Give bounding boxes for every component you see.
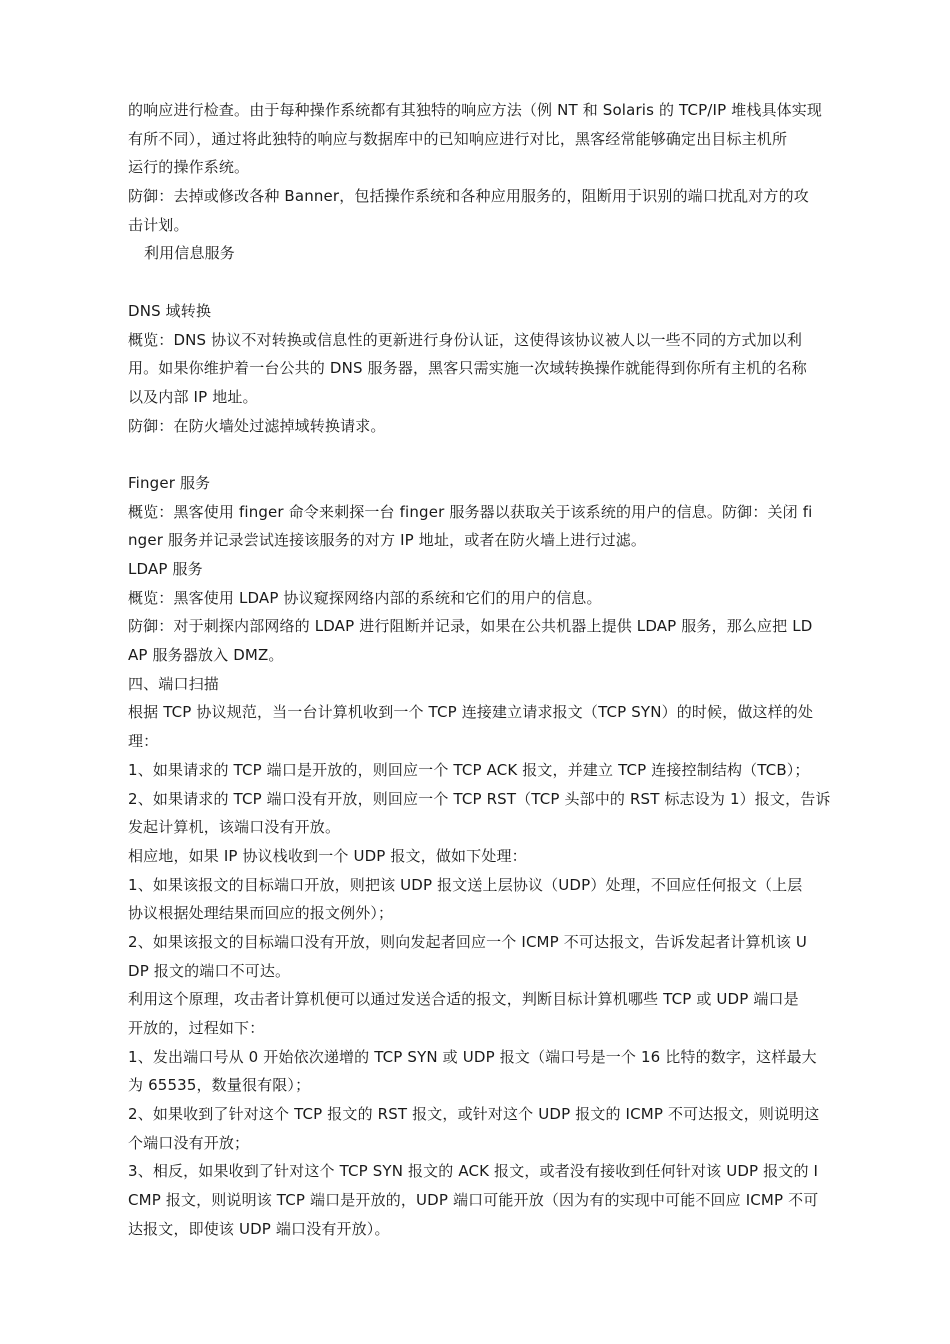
- text-line: 达报文，即使该 UDP 端口没有开放）。: [128, 1219, 390, 1238]
- text-line: 2、如果收到了针对这个 TCP 报文的 RST 报文，或针对这个 UDP 报文的 ICMP 不可达报文，则说明这: [128, 1105, 820, 1124]
- text-line: 发起计算机，该端口没有开放。: [128, 818, 341, 837]
- text-line: 个端口没有开放；: [128, 1133, 250, 1152]
- text-line: 1、发出端口号从 0 开始依次递增的 TCP SYN 或 UDP 报文（端口号是一个 16 比特的数字，这样最大: [128, 1047, 817, 1066]
- text-line: 有所不同），通过将此独特的响应与数据库中的已知响应进行对比，黑客经常能够确定出目标主机所: [128, 129, 788, 148]
- text-line: 防御：去掉或修改各种 Banner，包括操作系统和各种应用服务的，阻断用于识别的端口扰乱对方的攻: [128, 187, 809, 206]
- blank-line: [128, 440, 864, 469]
- text-line: 用。如果你维护着一台公共的 DNS 服务器，黑客只需实施一次域转换操作就能得到你所有主机的名称: [128, 359, 807, 378]
- text-line: 防御：对于刺探内部网络的 LDAP 进行阻断并记录，如果在公共机器上提供 LDAP 服务，那么应把 LD: [128, 617, 813, 636]
- section-heading: 四、端口扫描: [128, 674, 219, 693]
- text-line: 的响应进行检查。由于每种操作系统都有其独特的响应方法（例 NT 和 Solaris 的 TCP/IP 堆栈具体实现: [128, 101, 823, 119]
- text-line: 1、如果该报文的目标端口开放，则把该 UDP 报文送上层协议（UDP）处理，不回应任何报文（上层: [128, 875, 803, 894]
- text-line: 以及内部 IP 地址。: [128, 387, 258, 406]
- text-line: 协议根据处理结果而回应的报文例外）；: [128, 904, 394, 923]
- text-line: 开放的，过程如下：: [128, 1019, 265, 1037]
- text-line: 概览：黑客使用 finger 命令来刺探一台 finger 服务器以获取关于该系统的用户的信息。防御：关闭 fi: [128, 502, 813, 521]
- text-line: CMP 报文，则说明该 TCP 端口是开放的，UDP 端口可能开放（因为有的实现中可能不回应 ICMP 不可: [128, 1191, 819, 1210]
- subsection-heading: DNS 域转换: [128, 301, 212, 320]
- text-line: 利用这个原理，攻击者计算机便可以通过发送合适的报文，判断目标计算机哪些 TCP 或 UDP 端口是: [128, 990, 799, 1009]
- text-line: 3、相反，如果收到了针对这个 TCP SYN 报文的 ACK 报文，或者没有接收到任何针对该 UDP 报文的 I: [128, 1162, 819, 1181]
- subsection-heading: LDAP 服务: [128, 560, 203, 578]
- text-line: nger 服务并记录尝试连接该服务的对方 IP 地址，或者在防火墙上进行过滤。: [128, 531, 647, 550]
- text-line: 根据 TCP 协议规范，当一台计算机收到一个 TCP 连接建立请求报文（TCP SYN）的时候，做这样的处: [128, 703, 814, 722]
- document-page: [128, 96, 864, 1244]
- subsection-heading: Finger 服务: [128, 473, 211, 492]
- text-line: 2、如果该报文的目标端口没有开放，则向发起者回应一个 ICMP 不可达报文，告诉发起者计算机该 U: [128, 932, 808, 951]
- text-line: 2、如果请求的 TCP 端口没有开放，则回应一个 TCP RST（TCP 头部中的 RST 标志设为 1）报文，告诉: [128, 789, 831, 808]
- blank-line: [128, 268, 864, 297]
- text-line: 击计划。: [128, 215, 189, 234]
- text-line: 防御：在防火墙处过滤掉域转换请求。: [128, 416, 386, 435]
- text-line: 相应地，如果 IP 协议栈收到一个 UDP 报文，做如下处理：: [128, 846, 527, 865]
- text-line: 概览：DNS 协议不对转换或信息性的更新进行身份认证，这使得该协议被人以一些不同的方式加以利: [128, 330, 802, 349]
- section-heading: 利用信息服务: [144, 244, 235, 263]
- text-line: 运行的操作系统。: [128, 158, 250, 177]
- text-line: AP 服务器放入 DMZ。: [128, 646, 284, 665]
- text-line: 概览：黑客使用 LDAP 协议窥探网络内部的系统和它们的用户的信息。: [128, 588, 602, 607]
- text-line: DP 报文的端口不可达。: [128, 961, 291, 980]
- text-line: 为 65535，数量很有限）；: [128, 1076, 311, 1095]
- text-line: 理：: [128, 732, 159, 751]
- text-line: 1、如果请求的 TCP 端口是开放的，则回应一个 TCP ACK 报文，并建立 TCP 连接控制结构（TCB）；: [128, 760, 810, 779]
